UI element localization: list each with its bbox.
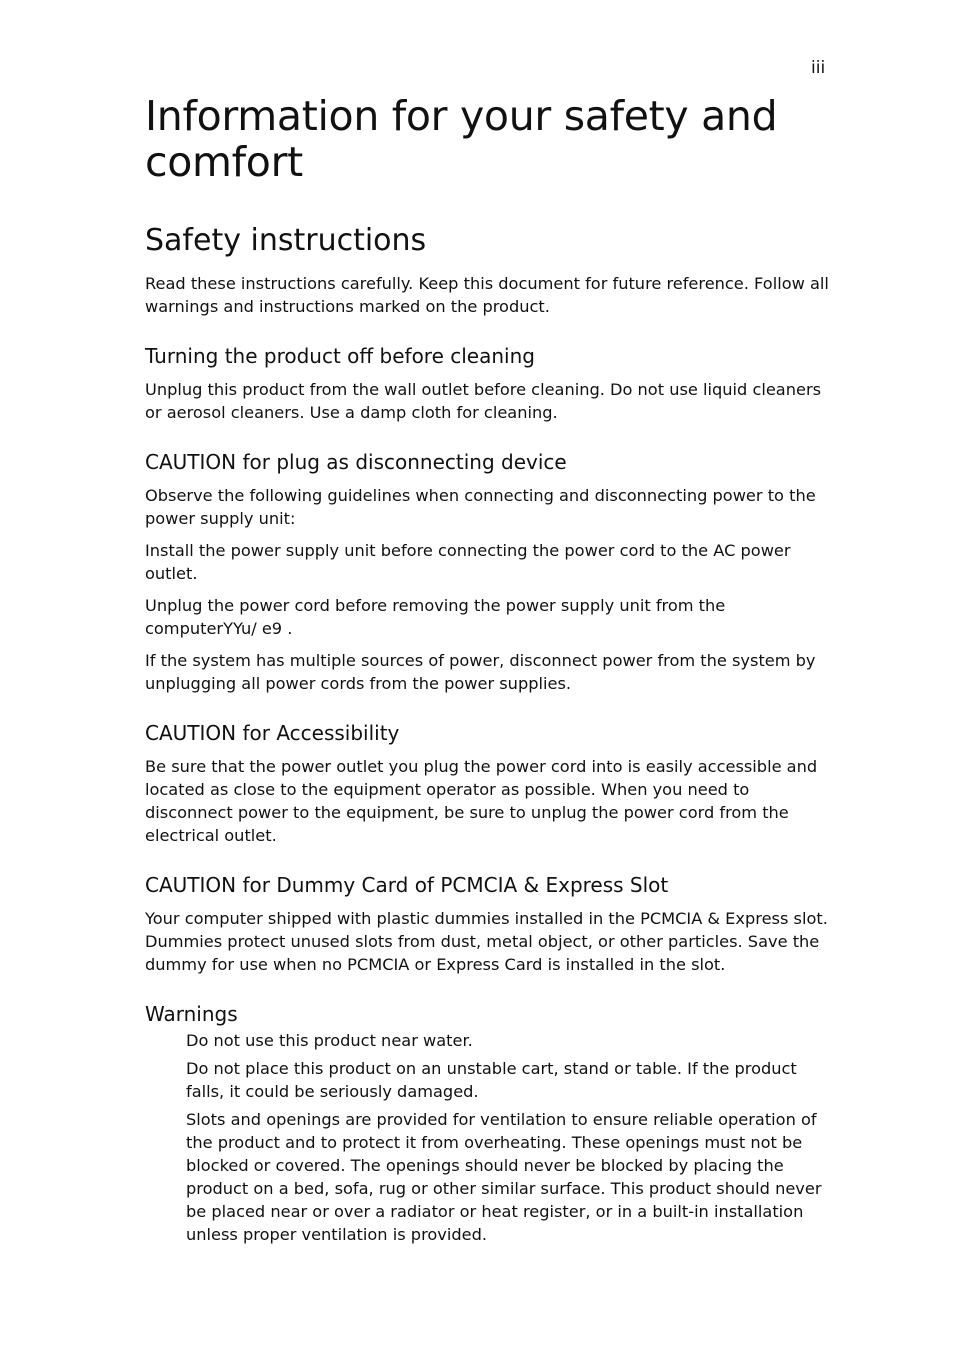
section-title-safety-instructions: Safety instructions — [145, 223, 427, 258]
warning-item: Do not use this product near water. — [186, 1031, 473, 1050]
plug-caution-paragraph-3: Unplug the power cord before removing the power supply unit from the computerYYu/ e9 . — [145, 596, 726, 638]
dummy-card-paragraph: Your computer shipped with plastic dummies installed in the PCMCIA & Express slot. Dummies protect unused slots from dust, metal object, or other particles. Save the dummy for use when no PCMCIA or Express Card is installed in the slot. — [145, 909, 828, 974]
page-title: Information for your safety and comfort — [145, 92, 778, 186]
plug-caution-paragraph-2: Install the power supply unit before connecting the power cord to the AC power outlet. — [145, 541, 791, 583]
subsection-title-accessibility: CAUTION for Accessibility — [145, 721, 400, 745]
warning-item: Slots and openings are provided for ventilation to ensure reliable operation of the product and to protect it from overheating. These openings must not be blocked or covered. The openings should never be blocked by placing the product on a bed, sofa, rug or other similar surface. This product should never be placed near or over a radiator or heat register, or in a built-in installation unless proper ventilation is provided. — [186, 1110, 822, 1244]
warnings-list — [145, 1029, 835, 1246]
subsection-title-dummy-card: CAUTION for Dummy Card of PCMCIA & Express Slot — [145, 873, 669, 897]
warning-item: Do not place this product on an unstable cart, stand or table. If the product falls, it could be seriously damaged. — [186, 1059, 797, 1101]
subsection-title-plug-caution: CAUTION for plug as disconnecting device — [145, 450, 567, 474]
page-number: iii — [811, 58, 826, 78]
plug-caution-paragraph-4: If the system has multiple sources of power, disconnect power from the system by unplugging all power cords from the power supplies. — [145, 651, 816, 693]
plug-caution-paragraph-1: Observe the following guidelines when connecting and disconnecting power to the power supply unit: — [145, 486, 816, 528]
cleaning-paragraph: Unplug this product from the wall outlet before cleaning. Do not use liquid cleaners or aerosol cleaners. Use a damp cloth for cleaning. — [145, 380, 822, 422]
accessibility-paragraph: Be sure that the power outlet you plug the power cord into is easily accessible and located as close to the equipment operator as possible. When you need to disconnect power to the equipment, be sure to unplug the power cord from the electrical outlet. — [145, 757, 818, 845]
subsection-title-cleaning: Turning the product off before cleaning — [145, 344, 535, 368]
intro-paragraph: Read these instructions carefully. Keep this document for future reference. Follow all warnings and instructions marked on the product. — [145, 274, 829, 316]
document-body — [145, 93, 835, 1251]
subsection-title-warnings: Warnings — [145, 1002, 238, 1026]
